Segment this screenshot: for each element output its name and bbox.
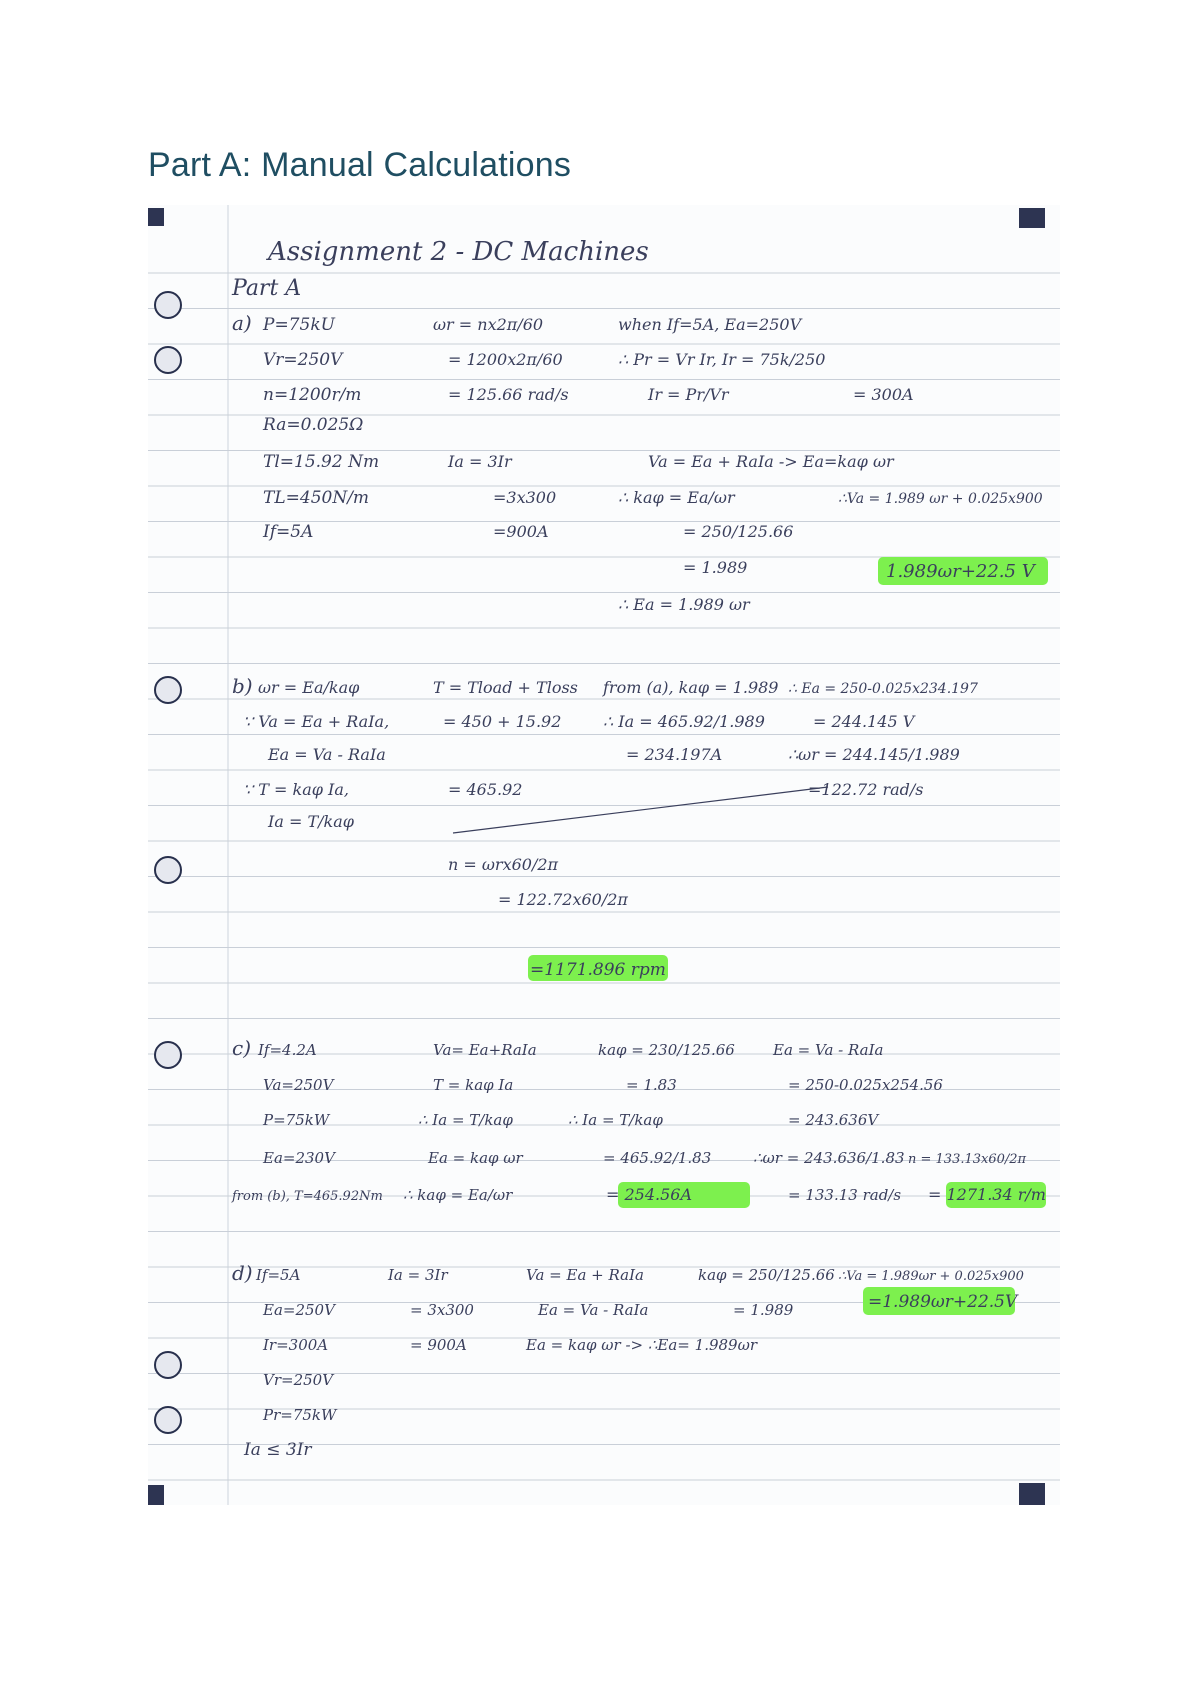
part-b-line: ωr = Ea/kaφ bbox=[258, 678, 360, 697]
part-a-kphi-line: ∴Va = 1.989 ωr + 0.025x900 bbox=[838, 491, 1043, 507]
part-d-col4-line: = 1.989 bbox=[733, 1301, 794, 1319]
part-a-given-line: Vr=250V bbox=[263, 350, 343, 370]
part-b-torque-line: = 465.92 bbox=[448, 780, 523, 799]
part-a-given bbox=[262, 315, 379, 542]
part-b-line: Ea = Va - RaIa bbox=[268, 745, 386, 764]
part-a-kphi-line: Va = Ea + RaIa -> Ea=kaφ ωr bbox=[648, 452, 894, 471]
part-d-col4-line: ∴Va = 1.989ωr + 0.025x900 bbox=[838, 1269, 1024, 1284]
part-a-kphi-line: = 1.989 bbox=[683, 558, 748, 577]
part-a-rated-line: Ir = Pr/Vr bbox=[648, 385, 729, 404]
part-a-armature-line: =900A bbox=[493, 522, 549, 541]
part-a-omega-line: = 125.66 rad/s bbox=[448, 385, 569, 404]
part-b-label: b) bbox=[232, 674, 253, 698]
part-d-col2-line: = 3x300 bbox=[410, 1301, 474, 1319]
part-c-col3-line: = 465.92/1.83 bbox=[603, 1149, 712, 1167]
part-a-rated-line: = 300A bbox=[853, 385, 914, 404]
part-a-given-line: If=5A bbox=[263, 522, 314, 542]
part-b-rpm-line: = 122.72x60/2π bbox=[498, 890, 628, 909]
part-a-given-line: Ra=0.025Ω bbox=[263, 415, 364, 435]
notes-subtitle: Part A bbox=[232, 276, 302, 301]
part-a-rated-line: when If=5A, Ea=250V bbox=[618, 315, 802, 334]
part-b-torque-line: = 450 + 15.92 bbox=[443, 712, 562, 731]
part-d-col3-line: Ea = Va - RaIa bbox=[538, 1301, 649, 1319]
part-d-col2-line: = 900A bbox=[410, 1336, 467, 1354]
part-d-col3-line: Ea = kaφ ωr -> ∴Ea= 1.989ωr bbox=[526, 1336, 757, 1354]
part-a-omega-line: ωr = nx2π/60 bbox=[433, 315, 544, 334]
notebook-scan bbox=[148, 205, 1060, 1505]
part-b-current-line: = 234.197A bbox=[626, 745, 723, 764]
part-a-rated-line: ∴ Pr = Vr Ir, Ir = 75k/250 bbox=[618, 350, 826, 369]
part-a-result: 1.989ωr+22.5 V bbox=[886, 561, 1035, 582]
part-c-col3-line: ∴ Ia = T/kaφ bbox=[568, 1111, 663, 1129]
part-d-given-line: Ir=300A bbox=[263, 1336, 329, 1354]
part-d-col2-line: Ia = 3Ir bbox=[388, 1266, 448, 1284]
handwritten-notes bbox=[148, 205, 1060, 1505]
part-c-col4-line: = 133.13 rad/s bbox=[788, 1186, 902, 1204]
part-d-col3-line: Va = Ea + RaIa bbox=[526, 1266, 644, 1284]
part-c-given-line: from (b), T=465.92Nm bbox=[232, 1189, 383, 1204]
part-d-given-line: Pr=75kW bbox=[263, 1406, 337, 1424]
part-c-col2-line: ∴ Ia = T/kaφ bbox=[418, 1111, 513, 1129]
part-b-current-line: ∴ Ia = 465.92/1.989 bbox=[603, 712, 765, 731]
part-a-given-line: TL=450N/m bbox=[263, 488, 370, 508]
part-c-col2-line: ∴ kaφ = Ea/ωr bbox=[403, 1186, 513, 1204]
part-d-given-line: Vr=250V bbox=[263, 1371, 334, 1389]
part-a-armature-line: =3x300 bbox=[493, 488, 557, 507]
page-heading: Part A: Manual Calculations bbox=[148, 146, 572, 184]
part-b-torque-line: T = Tload + Tloss bbox=[433, 678, 578, 697]
part-b-speed-line: ∴ Ea = 250-0.025x234.197 bbox=[788, 681, 978, 697]
part-a-kphi-line: ∴ Ea = 1.989 ωr bbox=[618, 595, 750, 614]
part-c-col2-line: T = kaφ Ia bbox=[433, 1076, 514, 1094]
part-a-given-line: Tl=15.92 Nm bbox=[263, 452, 380, 472]
part-a-armature-line: Ia = 3Ir bbox=[448, 452, 512, 471]
part-c-col4-line: ∴ωr = 243.636/1.83 bbox=[753, 1149, 905, 1167]
part-d-given-line: If=5A bbox=[256, 1266, 301, 1284]
part-c-given-line: P=75kW bbox=[263, 1111, 330, 1129]
part-c-rpm-line: n = 133.13x60/2π bbox=[908, 1152, 1027, 1167]
part-d-given-line: Ia ≤ 3Ir bbox=[244, 1440, 312, 1460]
part-a-kphi-line: = 250/125.66 bbox=[683, 522, 794, 541]
part-b-line: ∵ T = kaφ Ia, bbox=[243, 780, 349, 799]
part-d-col4-line: kaφ = 250/125.66 bbox=[698, 1266, 835, 1284]
part-c-rpm-line: = 1271.34 r/m bbox=[928, 1185, 1046, 1204]
part-d-given-line: Ea=250V bbox=[263, 1301, 335, 1319]
part-d-result: =1.989ωr+22.5V bbox=[868, 1292, 1018, 1312]
part-b-speed-line: = 244.145 V bbox=[813, 712, 915, 731]
part-d-label: d) bbox=[232, 1261, 253, 1285]
part-a-given-line: P=75kU bbox=[263, 315, 335, 335]
part-b-result: =1171.896 rpm bbox=[530, 960, 666, 980]
part-c-col3-line: = 254.56A bbox=[606, 1185, 693, 1204]
part-a-given-line: n=1200r/m bbox=[263, 385, 362, 405]
part-b-rpm-line: n = ωrx60/2π bbox=[448, 855, 559, 874]
part-a-omega-line: = 1200x2π/60 bbox=[448, 350, 563, 369]
part-c-col3-line: = 1.83 bbox=[626, 1076, 677, 1094]
part-a-label: a) bbox=[232, 311, 252, 335]
part-c-given-line: If=4.2A bbox=[258, 1041, 317, 1059]
notes-title: Assignment 2 - DC Machines bbox=[268, 237, 649, 267]
part-c-col2-line: Ea = kaφ ωr bbox=[428, 1149, 523, 1167]
part-c-col3-line: kaφ = 230/125.66 bbox=[598, 1041, 735, 1059]
part-c-col4-line: Ea = Va - RaIa bbox=[773, 1041, 884, 1059]
part-c-given-line: Ea=230V bbox=[263, 1149, 335, 1167]
part-c-given-line: Va=250V bbox=[263, 1076, 334, 1094]
part-b-line: Ia = T/kaφ bbox=[268, 812, 354, 831]
part-b-current-line: from (a), kaφ = 1.989 bbox=[603, 678, 779, 697]
part-b-speed-line: ∴ωr = 244.145/1.989 bbox=[788, 745, 960, 764]
part-a-kphi-line: ∴ kaφ = Ea/ωr bbox=[618, 488, 735, 507]
part-b-speed-line: =122.72 rad/s bbox=[808, 780, 924, 799]
part-b-line: ∵ Va = Ea + RaIa, bbox=[243, 712, 390, 731]
part-c-col4-line: = 243.636V bbox=[788, 1111, 879, 1129]
part-c-label: c) bbox=[232, 1036, 252, 1060]
part-c-col2-line: Va= Ea+RaIa bbox=[433, 1041, 537, 1059]
part-c-col4-line: = 250-0.025x254.56 bbox=[788, 1076, 943, 1094]
